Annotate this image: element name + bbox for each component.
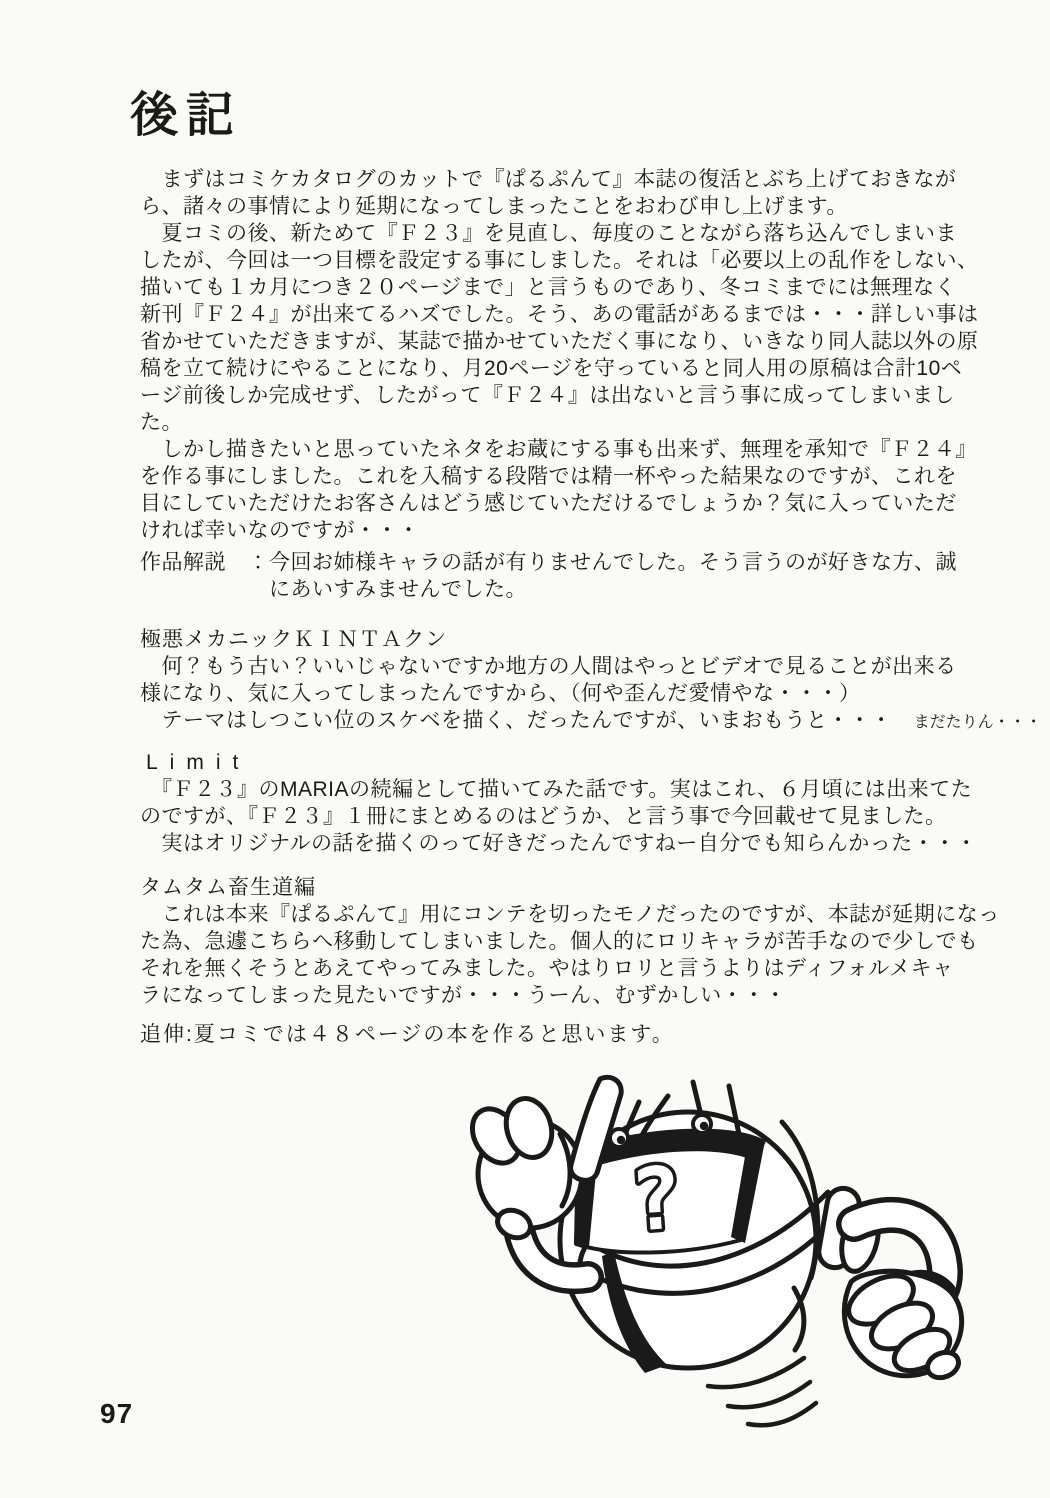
text-line: 何？もう古い？いいじゃないですか地方の人間はやっとビデオで見ることが出来る (140, 655, 957, 678)
text-line: しかし描きたいと思っていたネタをお蔵にする事も出来ず、無理を承知で『Ｆ２４』 (140, 438, 977, 461)
tamtam-heading: タムタム畜生道編 (140, 876, 316, 899)
text-line: 省かせていただきますが、某誌で描かせていただく事になり、いきなり同人誌以外の原 (140, 330, 979, 353)
section-limit (140, 749, 986, 857)
text-line: それを無くそうとあえてやってみました。やはりロリと言うよりはディフォルメキャ (140, 957, 954, 980)
mascot-illustration (430, 1072, 990, 1492)
text-line: ら、諸々の事情により延期になってしまったことをおわび申し上げます。 (140, 195, 848, 218)
text-line: 新刊『Ｆ２４』が出来てるハズでした。そう、あの電話があるまでは・・・詳しい事は (140, 303, 979, 326)
text-line: た。 (140, 411, 183, 434)
kinta-heading: 極悪メカニックＫＩＮＴＡクン (140, 628, 448, 651)
commentary-text (269, 549, 957, 603)
tamtam-text (140, 901, 1000, 1009)
page-title: 後記 (130, 89, 243, 142)
text-line: た為、急遽こちらへ移動してしまいました。個人的にロリキャラが苦手なので少しでも (140, 930, 979, 953)
text-line: のですが、『Ｆ２３』１冊にまとめるのはどうか、と言う事で今回載せて見ました。 (140, 805, 947, 828)
text-line: を作る事にしました。これを入稿する段階では精一杯やった結果なのですが、これを (140, 465, 957, 488)
text-line: ラになってしまった見たいですが・・・うーん、むずかしい・・・ (140, 984, 787, 1007)
page-number: 97 (100, 1398, 134, 1429)
text-line: まずはコミケカタログのカットで『ぱるぷんて』本誌の復活とぶち上げておきなが (140, 168, 957, 191)
text-line: 稿を立て続けにやることになり、月20ページを守っていると同人用の原稿は合計10ペ (140, 357, 963, 380)
text-line: 様になり、気に入ってしまったんですから、（何や歪んだ愛情やな・・・） (140, 682, 861, 705)
text-line: 目にしていただけたお客さんはどう感じていただけるでしょうか？気に入っていただ (140, 492, 957, 515)
section-kinta (140, 626, 1042, 736)
text-line: したが、今回は一つ目標を設定する事にしました。それは「必要以上の乱作をしない、 (140, 249, 979, 272)
kinta-small-note: まだたりん・・・ (913, 714, 1042, 731)
text-line: 実はオリジナルの話を描くのって好きだったんですねー自分でも知らんかった・・・ (140, 832, 978, 855)
intro-paragraphs (140, 166, 979, 544)
left-pupil (617, 1136, 625, 1144)
postscript-line: 追伸:夏コミでは４８ページの本を作ると思います。 (140, 1023, 675, 1046)
text-line: ければ幸いなのですが・・・ (140, 519, 420, 542)
kinta-last-line-main: テーマはしつこい位のスケベを描く、だったんですが、いまおもうと・・・ (140, 709, 914, 732)
right-pupil (700, 1122, 708, 1130)
kinta-text (140, 653, 980, 707)
kinta-last-line (140, 707, 1042, 736)
text-line: 夏コミの後、新ためて『Ｆ２３』を見直し、毎度のことながら落ち込んでしまいま (140, 222, 957, 245)
limit-heading: Limit (146, 751, 251, 774)
text-line: 『Ｆ２３』のMARIAの続編として描いてみた話です。実はこれ、６月頃には出来てた (140, 778, 973, 801)
text-line: にあいすみませんでした。 (269, 578, 527, 601)
section-tamtam (140, 874, 1000, 1009)
text-line: ージ前後しか完成せず、したがって『Ｆ２４』は出ないと言う事に成ってしまいまし (140, 384, 955, 407)
text-line: 今回お姉様キャラの話が有りませんでした。そう言うのが好きな方、誠 (269, 551, 957, 574)
text-line: 描いても１カ月につき２０ページまで」と言うものであり、冬コミまでには無理なく (140, 276, 957, 299)
limit-text (140, 776, 986, 857)
visor-question-mark: ? (626, 1148, 686, 1252)
commentary-label: 作品解説 ： (140, 551, 269, 574)
section-work-commentary (140, 549, 970, 603)
text-line: これは本来『ぱるぷんて』用にコンテを切ったモノだったのですが、本誌が延期になっ (140, 903, 1000, 926)
